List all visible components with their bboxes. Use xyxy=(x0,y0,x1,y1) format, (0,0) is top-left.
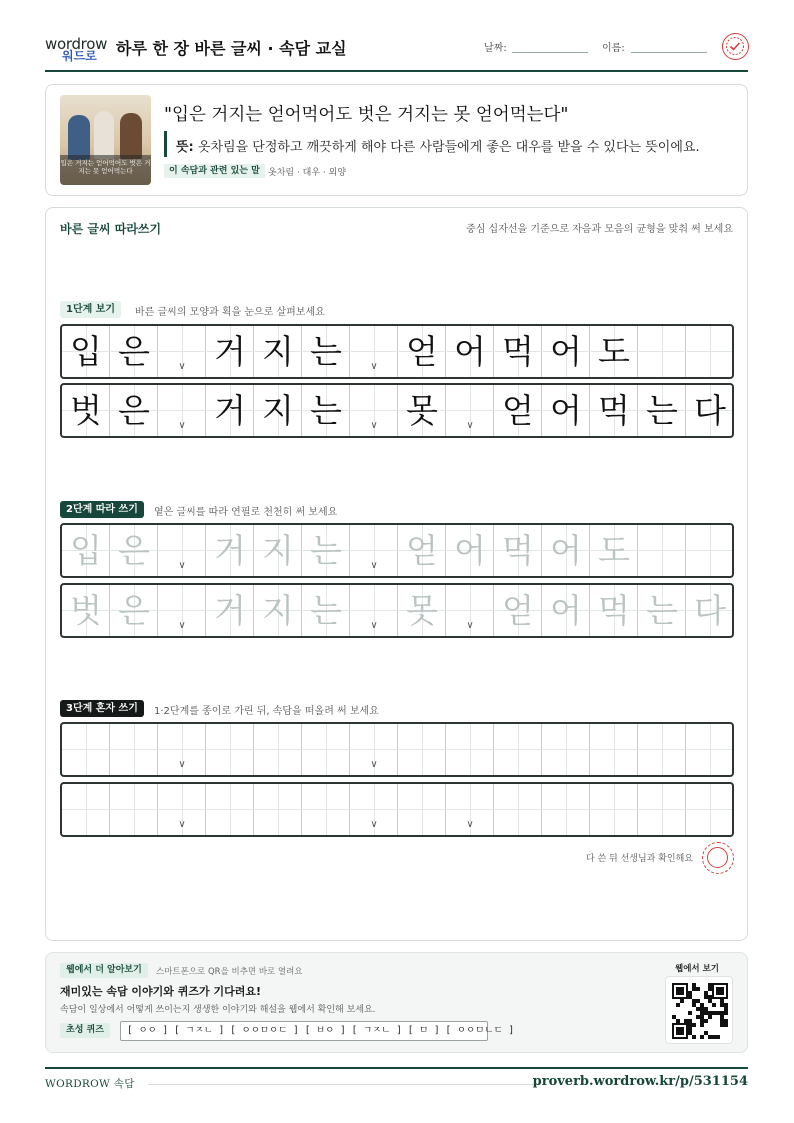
model-character: 못 xyxy=(406,391,438,430)
grid-cell[interactable] xyxy=(590,724,638,775)
model-character: 먹 xyxy=(502,332,534,371)
practice-row-step2-line1[interactable] xyxy=(60,523,734,578)
web-heading: 재미있는 속담 이야기와 퀴즈가 기다려요! xyxy=(60,985,261,998)
space-mark-icon: ∨ xyxy=(178,420,186,431)
space-mark-icon: ∨ xyxy=(370,361,378,372)
footer-url-link[interactable]: proverb.wordrow.kr/p/531154 xyxy=(532,1074,748,1089)
space-mark-icon: ∨ xyxy=(370,420,378,431)
qr-module xyxy=(688,991,692,995)
grid-cell[interactable] xyxy=(542,784,590,835)
web-more-label: 웹에서 더 알아보기 xyxy=(60,963,148,978)
space-mark-icon: ∨ xyxy=(178,759,186,770)
qr-module xyxy=(712,1011,716,1015)
qr-module xyxy=(676,1019,680,1023)
qr-module xyxy=(700,1015,704,1019)
trace-character: 먹 xyxy=(502,531,534,570)
grid-cell[interactable] xyxy=(590,784,638,835)
trace-character: 은 xyxy=(118,591,150,630)
qr-module xyxy=(724,1019,728,1023)
qr-module xyxy=(720,999,724,1003)
date-label: 날짜: xyxy=(484,43,507,54)
step2-label: 2단계 따라 쓰기 xyxy=(60,501,144,518)
space-mark-icon: ∨ xyxy=(178,819,186,830)
well-done-stamp-icon xyxy=(702,842,734,874)
model-character: 얻 xyxy=(406,332,438,371)
grid-cell[interactable] xyxy=(494,724,542,775)
person-figure xyxy=(68,115,90,160)
initial-quiz-label: 초성 퀴즈 xyxy=(60,1023,110,1038)
qr-module xyxy=(724,1011,728,1015)
web-description: 속담이 일상에서 어떻게 쓰이는지 생생한 이야기와 해설을 웹에서 확인해 보세요. xyxy=(60,1005,376,1015)
grid-cell[interactable] xyxy=(686,724,734,775)
qr-module xyxy=(704,995,708,999)
practice-hint: 중심 십자선을 기준으로 자음과 모음의 균형을 맞춰 써 보세요 xyxy=(466,224,733,235)
web-more-section xyxy=(45,952,748,1053)
qr-module xyxy=(724,1023,728,1027)
meaning-text: 옷차림을 단정하고 깨끗하게 해야 다른 사람들에게 좋은 대우를 받을 수 있다는 뜻이에요. xyxy=(197,140,700,155)
space-mark-icon: ∨ xyxy=(466,620,474,631)
name-field[interactable] xyxy=(631,52,707,53)
qr-module xyxy=(700,1007,704,1011)
grid-cell[interactable] xyxy=(398,724,446,775)
footer-brand: WORDROW 속담 xyxy=(45,1078,135,1090)
grid-cell xyxy=(638,326,686,377)
qr-module xyxy=(720,1011,724,1015)
proverb-illustration xyxy=(60,95,151,185)
qr-module xyxy=(708,999,712,1003)
qr-module xyxy=(696,987,700,991)
qr-module xyxy=(724,1003,728,1007)
qr-module xyxy=(700,1019,704,1023)
page-title: 하루 한 장 바른 글씨 · 속담 교실 xyxy=(116,39,347,58)
qr-module xyxy=(704,1031,708,1035)
practice-row-step1-line1 xyxy=(60,324,734,379)
model-character: 벗 xyxy=(70,391,102,430)
qr-module xyxy=(724,1007,728,1011)
qr-module xyxy=(700,1023,704,1027)
grid-cell xyxy=(686,326,734,377)
qr-module xyxy=(720,1023,724,1027)
qr-module xyxy=(716,1011,720,1015)
model-character: 입 xyxy=(70,332,102,371)
practice-row-step3-line2[interactable] xyxy=(60,782,734,837)
grid-cell[interactable] xyxy=(398,784,446,835)
grid-cell[interactable] xyxy=(206,784,254,835)
grid-cell[interactable] xyxy=(686,525,734,576)
logo-wordmark: wordrow xyxy=(45,35,108,53)
trace-character: 도 xyxy=(598,531,630,570)
qr-module xyxy=(716,987,724,995)
step3-label: 3단계 혼자 쓰기 xyxy=(60,700,144,717)
trace-character: 어 xyxy=(550,531,582,570)
qr-code-icon xyxy=(672,983,728,1039)
model-character: 은 xyxy=(118,332,150,371)
qr-module xyxy=(692,1003,696,1007)
qr-module xyxy=(688,995,692,999)
grid-cell[interactable] xyxy=(302,784,350,835)
grid-cell[interactable] xyxy=(638,784,686,835)
proverb-text: "입은 거지는 얻어먹어도 벗은 거지는 못 얻어먹는다" xyxy=(164,105,569,125)
qr-module xyxy=(688,1019,692,1023)
qr-module xyxy=(704,1019,708,1023)
qr-module xyxy=(692,999,696,1003)
qr-module xyxy=(708,1035,712,1039)
space-mark-icon: ∨ xyxy=(370,819,378,830)
qr-module xyxy=(720,1003,724,1007)
step1-description: 바른 글씨의 모양과 획을 눈으로 살펴보세요 xyxy=(135,307,325,318)
completion-note: 다 쓴 뒤 선생님과 확인해요 xyxy=(585,854,693,864)
trace-character: 얻 xyxy=(502,591,534,630)
qr-module xyxy=(708,1015,712,1019)
qr-module xyxy=(720,1015,724,1019)
trace-character: 벗 xyxy=(70,591,102,630)
trace-character: 는 xyxy=(310,591,342,630)
qr-module xyxy=(708,983,712,987)
grid-cell[interactable] xyxy=(638,525,686,576)
trace-character: 얻 xyxy=(406,531,438,570)
meaning-label: 뜻: xyxy=(176,140,194,155)
qr-module xyxy=(700,1003,704,1007)
stamp-inner-ring xyxy=(707,847,728,868)
trace-character: 못 xyxy=(406,591,438,630)
grid-cell[interactable] xyxy=(494,784,542,835)
qr-module xyxy=(692,987,696,991)
space-mark-icon: ∨ xyxy=(178,620,186,631)
qr-module xyxy=(704,991,708,995)
name-label: 이름: xyxy=(602,43,625,54)
step2-description: 옅은 글씨를 따라 연필로 천천히 써 보세요 xyxy=(154,507,338,518)
grid-cell[interactable] xyxy=(254,784,302,835)
grid-cell[interactable] xyxy=(686,784,734,835)
grid-cell[interactable] xyxy=(206,724,254,775)
practice-row-step2-line2[interactable] xyxy=(60,583,734,638)
date-field[interactable] xyxy=(512,52,588,53)
model-character: 지 xyxy=(262,332,294,371)
model-character: 는 xyxy=(310,391,342,430)
qr-hint: 스마트폰으로 QR을 비추면 바로 열려요 xyxy=(156,967,303,977)
qr-module xyxy=(676,1027,684,1035)
qr-module xyxy=(708,1011,712,1015)
space-mark-icon: ∨ xyxy=(370,620,378,631)
trace-character: 먹 xyxy=(598,591,630,630)
step3-description: 1·2단계를 종이로 가린 뒤, 속담을 떠올려 써 보세요 xyxy=(154,706,379,717)
wordrow-logo[interactable] xyxy=(45,34,107,64)
qr-module xyxy=(708,987,712,991)
check-stamp-icon xyxy=(722,33,749,60)
trace-character: 지 xyxy=(262,531,294,570)
qr-module xyxy=(700,1011,704,1015)
qr-module xyxy=(696,1015,700,1019)
trace-character: 어 xyxy=(454,531,486,570)
grid-cell[interactable] xyxy=(638,724,686,775)
model-character: 지 xyxy=(262,391,294,430)
qr-module xyxy=(692,1035,696,1039)
grid-cell[interactable] xyxy=(446,724,494,775)
model-character: 는 xyxy=(310,332,342,371)
meaning-accent-bar xyxy=(164,131,167,157)
qr-module xyxy=(676,1003,680,1007)
page-header xyxy=(45,28,748,72)
trace-character: 다 xyxy=(694,591,726,630)
qr-module xyxy=(692,983,696,987)
space-mark-icon: ∨ xyxy=(178,361,186,372)
qr-label: 웹에서 보기 xyxy=(674,964,719,974)
trace-character: 는 xyxy=(646,591,678,630)
model-character: 먹 xyxy=(598,391,630,430)
qr-module xyxy=(704,1011,708,1015)
trace-character: 은 xyxy=(118,531,150,570)
qr-module xyxy=(684,1019,688,1023)
space-mark-icon: ∨ xyxy=(466,420,474,431)
qr-module xyxy=(696,999,700,1003)
practice-title: 바른 글씨 따라쓰기 xyxy=(60,222,162,236)
proverb-card xyxy=(45,84,748,196)
qr-module xyxy=(700,1035,704,1039)
qr-module xyxy=(712,1035,716,1039)
trace-character: 입 xyxy=(70,531,102,570)
model-character: 거 xyxy=(214,332,246,371)
illustration-caption: 입은 거지는 얻어먹어도 벗은 거지는 못 얻어먹는다 xyxy=(60,155,151,185)
model-character: 어 xyxy=(454,332,486,371)
qr-module xyxy=(688,1011,692,1015)
initial-consonant-quiz: [ ㅇㅇ ] [ ㄱㅈㄴ ] [ ㅇㅇㅁㅇㄷ ] [ ㅂㅇ ] [ ㄱㅈㄴ ] [ ㅁ ] [ ㅇㅇㅁㄴㄷ ] xyxy=(120,1021,488,1041)
qr-module xyxy=(688,1031,692,1035)
model-character: 다 xyxy=(694,391,726,430)
grid-cell[interactable] xyxy=(542,724,590,775)
qr-module xyxy=(704,1007,708,1011)
proverb-meaning xyxy=(176,136,700,155)
practice-row-step1-line2 xyxy=(60,383,734,438)
logo-korean: 워드로 xyxy=(62,49,97,63)
model-character: 얻 xyxy=(502,391,534,430)
related-words: 옷차림 · 대우 · 외양 xyxy=(268,168,347,178)
trace-character: 어 xyxy=(550,591,582,630)
qr-module xyxy=(688,1023,692,1027)
qr-module xyxy=(688,1027,692,1031)
step1-label: 1단계 보기 xyxy=(60,301,121,318)
footer-divider xyxy=(45,1067,748,1069)
trace-character: 지 xyxy=(262,591,294,630)
grid-cell[interactable] xyxy=(254,724,302,775)
space-mark-icon: ∨ xyxy=(370,759,378,770)
grid-cell[interactable] xyxy=(62,784,110,835)
model-character: 어 xyxy=(550,391,582,430)
qr-module xyxy=(712,1003,716,1007)
footer-rule xyxy=(148,1084,540,1085)
model-character: 은 xyxy=(118,391,150,430)
qr-module xyxy=(708,995,712,999)
grid-cell[interactable] xyxy=(62,724,110,775)
qr-module xyxy=(680,999,684,1003)
space-mark-icon: ∨ xyxy=(466,819,474,830)
model-character: 어 xyxy=(550,332,582,371)
qr-code[interactable] xyxy=(665,976,733,1044)
qr-module xyxy=(696,1007,700,1011)
model-character: 는 xyxy=(646,391,678,430)
qr-module xyxy=(672,1015,676,1019)
qr-module xyxy=(676,987,684,995)
person-figure xyxy=(120,113,142,159)
practice-row-step3-line1[interactable] xyxy=(60,722,734,777)
qr-module xyxy=(720,1019,724,1023)
space-mark-icon: ∨ xyxy=(178,560,186,571)
qr-module xyxy=(716,1035,720,1039)
model-character: 거 xyxy=(214,391,246,430)
trace-character: 는 xyxy=(310,531,342,570)
qr-module xyxy=(692,1023,696,1027)
related-words-label: 이 속담과 관련 있는 말 xyxy=(164,164,265,178)
grid-cell[interactable] xyxy=(110,724,158,775)
grid-cell[interactable] xyxy=(302,724,350,775)
trace-character: 거 xyxy=(214,531,246,570)
trace-character: 거 xyxy=(214,591,246,630)
person-figure xyxy=(94,111,114,159)
space-mark-icon: ∨ xyxy=(370,560,378,571)
grid-cell[interactable] xyxy=(110,784,158,835)
model-character: 도 xyxy=(598,332,630,371)
